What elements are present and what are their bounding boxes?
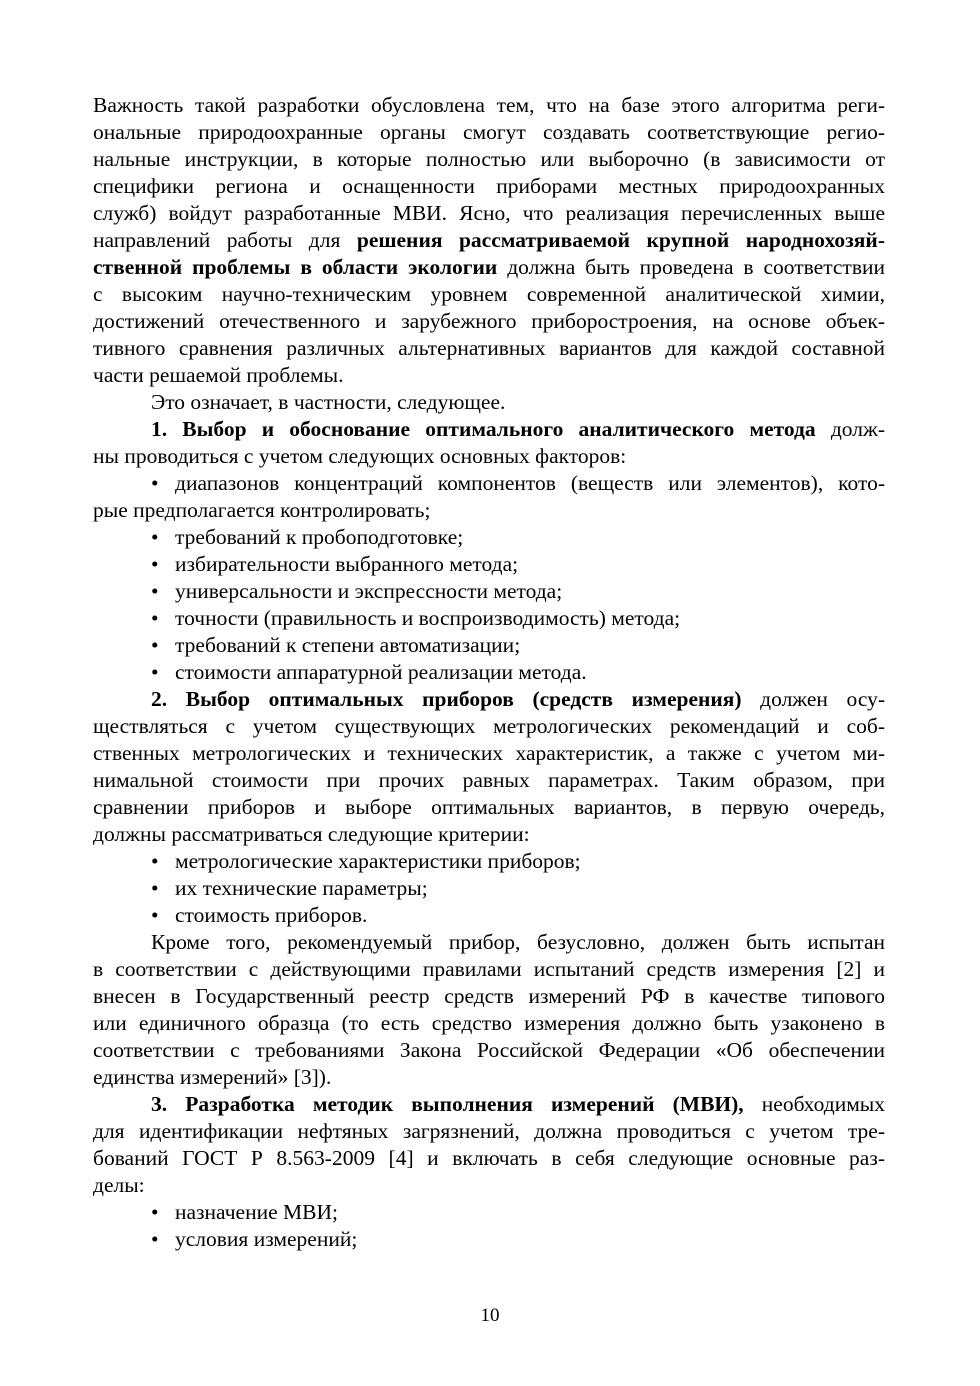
text-line: [93, 227, 885, 254]
bold-text-run: ственной проблемы в области экологии: [93, 255, 498, 279]
text-line: в соответствии с действующими правилами испытаний средств измерения [2] и: [93, 957, 885, 981]
text-line: или единичного образца (то есть средство измерения должно быть узаконено в: [93, 1011, 885, 1035]
bullet-icon: •: [151, 471, 159, 495]
section-1-heading: [151, 416, 885, 443]
bullet-icon: •: [151, 579, 159, 603]
page-number: 10: [480, 1305, 500, 1326]
text-line: специфики региона и оснащенности приборами местных природоохранных: [93, 174, 885, 198]
list-item: [151, 1226, 885, 1253]
text-line: Важность такой разработки обусловлена тем, что на базе этого алгоритма реги-: [93, 93, 885, 117]
list-item: [151, 578, 885, 605]
list-item: [151, 848, 885, 875]
list-item: [151, 902, 885, 929]
bullet-icon: •: [151, 525, 159, 549]
bullet-icon: •: [151, 552, 159, 576]
list-item: [151, 875, 885, 902]
bold-text-run: 3. Разработка методик выполнения измерений (МВИ),: [151, 1092, 744, 1116]
list-item-text: их технические параметры;: [175, 876, 428, 900]
bullet-icon: •: [151, 876, 159, 900]
text-line: для идентификации нефтяных загрязнений, должна проводиться с учетом тре-: [93, 1119, 885, 1143]
bullet-icon: •: [151, 849, 159, 873]
list-item: [151, 551, 885, 578]
list-item: [151, 605, 885, 632]
text-line: рые предполагается контролировать;: [93, 498, 431, 522]
bold-text-run: 2. Выбор оптимальных приборов (средств измерения): [151, 687, 742, 711]
text-line: ственных метрологических и технических характеристик, а также с учетом ми-: [93, 741, 885, 765]
section-2-heading: [151, 686, 885, 713]
list-item: [151, 470, 885, 497]
list-item-text: диапазонов концентраций компонентов (веществ или элементов), кото-: [175, 471, 885, 495]
list-item: [151, 1199, 885, 1226]
list-item-text: метрологические характеристики приборов;: [175, 849, 581, 873]
bullet-icon: •: [151, 903, 159, 927]
text-line: делы:: [93, 1173, 145, 1197]
list-item-text: назначение МВИ;: [175, 1200, 338, 1224]
text-line: внесен в Государственный реестр средств измерений РФ в качестве типового: [93, 984, 885, 1008]
text-line: нальные инструкции, в которые полностью или выборочно (в зависимости от: [93, 147, 885, 171]
text-line: служб) войдут разработанные МВИ. Ясно, что реализация перечисленных выше: [93, 201, 885, 225]
bullet-icon: •: [151, 1227, 159, 1251]
bold-text-run: 1. Выбор и обоснование оптимального аналитического метода: [151, 417, 816, 441]
list-item-text: условия измерений;: [175, 1227, 358, 1251]
text-run: необходимых: [743, 1092, 885, 1116]
text-run: долж-: [815, 417, 885, 441]
text-line: ны проводиться с учетом следующих основных факторов:: [93, 444, 627, 468]
bold-text-run: решения рассматриваемой крупной народнохозяй-: [356, 228, 885, 252]
list-item-text: стоимости аппаратурной реализации метода.: [175, 660, 587, 684]
text-line: сравнении приборов и выборе оптимальных вариантов, в первую очередь,: [93, 795, 885, 819]
text-line: нимальной стоимости при прочих равных параметрах. Таким образом, при: [93, 768, 885, 792]
list-item-text: избирательности выбранного метода;: [175, 552, 519, 576]
text-line: с высоким научно-техническим уровнем современной аналитической химии,: [93, 282, 885, 306]
list-item: [151, 659, 885, 686]
section-3-heading: [151, 1091, 885, 1118]
list-item-text: требований к степени автоматизации;: [175, 633, 521, 657]
text-line: единства измерений» [3]).: [93, 1065, 332, 1089]
text-line: должны рассматриваться следующие критерии:: [93, 822, 530, 846]
list-item-text: стоимость приборов.: [175, 903, 368, 927]
bullet-icon: •: [151, 1200, 159, 1224]
bullet-icon: •: [151, 660, 159, 684]
text-line: бований ГОСТ Р 8.563-2009 [4] и включать в себя следующие основные раз-: [93, 1146, 885, 1170]
text-line: соответствии с требованиями Закона Российской Федерации «Об обеспечении: [93, 1038, 885, 1062]
text-line: части решаемой проблемы.: [93, 363, 344, 387]
list-item: [151, 632, 885, 659]
text-run: должен осу-: [741, 687, 885, 711]
text-line: [93, 254, 885, 281]
list-item-text: универсальности и экспрессности метода;: [175, 579, 563, 603]
bullet-icon: •: [151, 633, 159, 657]
text-line: ональные природоохранные органы смогут создавать соответствующие регио-: [93, 120, 885, 144]
text-line: ществляться с учетом существующих метрологических рекомендаций и соб-: [93, 714, 885, 738]
text-line: Это означает, в частности, следующее.: [151, 390, 506, 414]
list-item-text: требований к пробоподготовке;: [175, 525, 464, 549]
list-item-text: точности (правильность и воспроизводимость) метода;: [175, 606, 681, 630]
text-run: направлений работы для: [93, 228, 357, 252]
text-line: тивного сравнения различных альтернативных вариантов для каждой составной: [93, 336, 885, 360]
list-item: [151, 524, 885, 551]
bullet-icon: •: [151, 606, 159, 630]
text-line: Кроме того, рекомендуемый прибор, безусловно, должен быть испытан: [151, 930, 885, 954]
text-run: должна быть проведена в соответствии: [497, 255, 885, 279]
text-line: достижений отечественного и зарубежного приборостроения, на основе объек-: [93, 309, 885, 333]
